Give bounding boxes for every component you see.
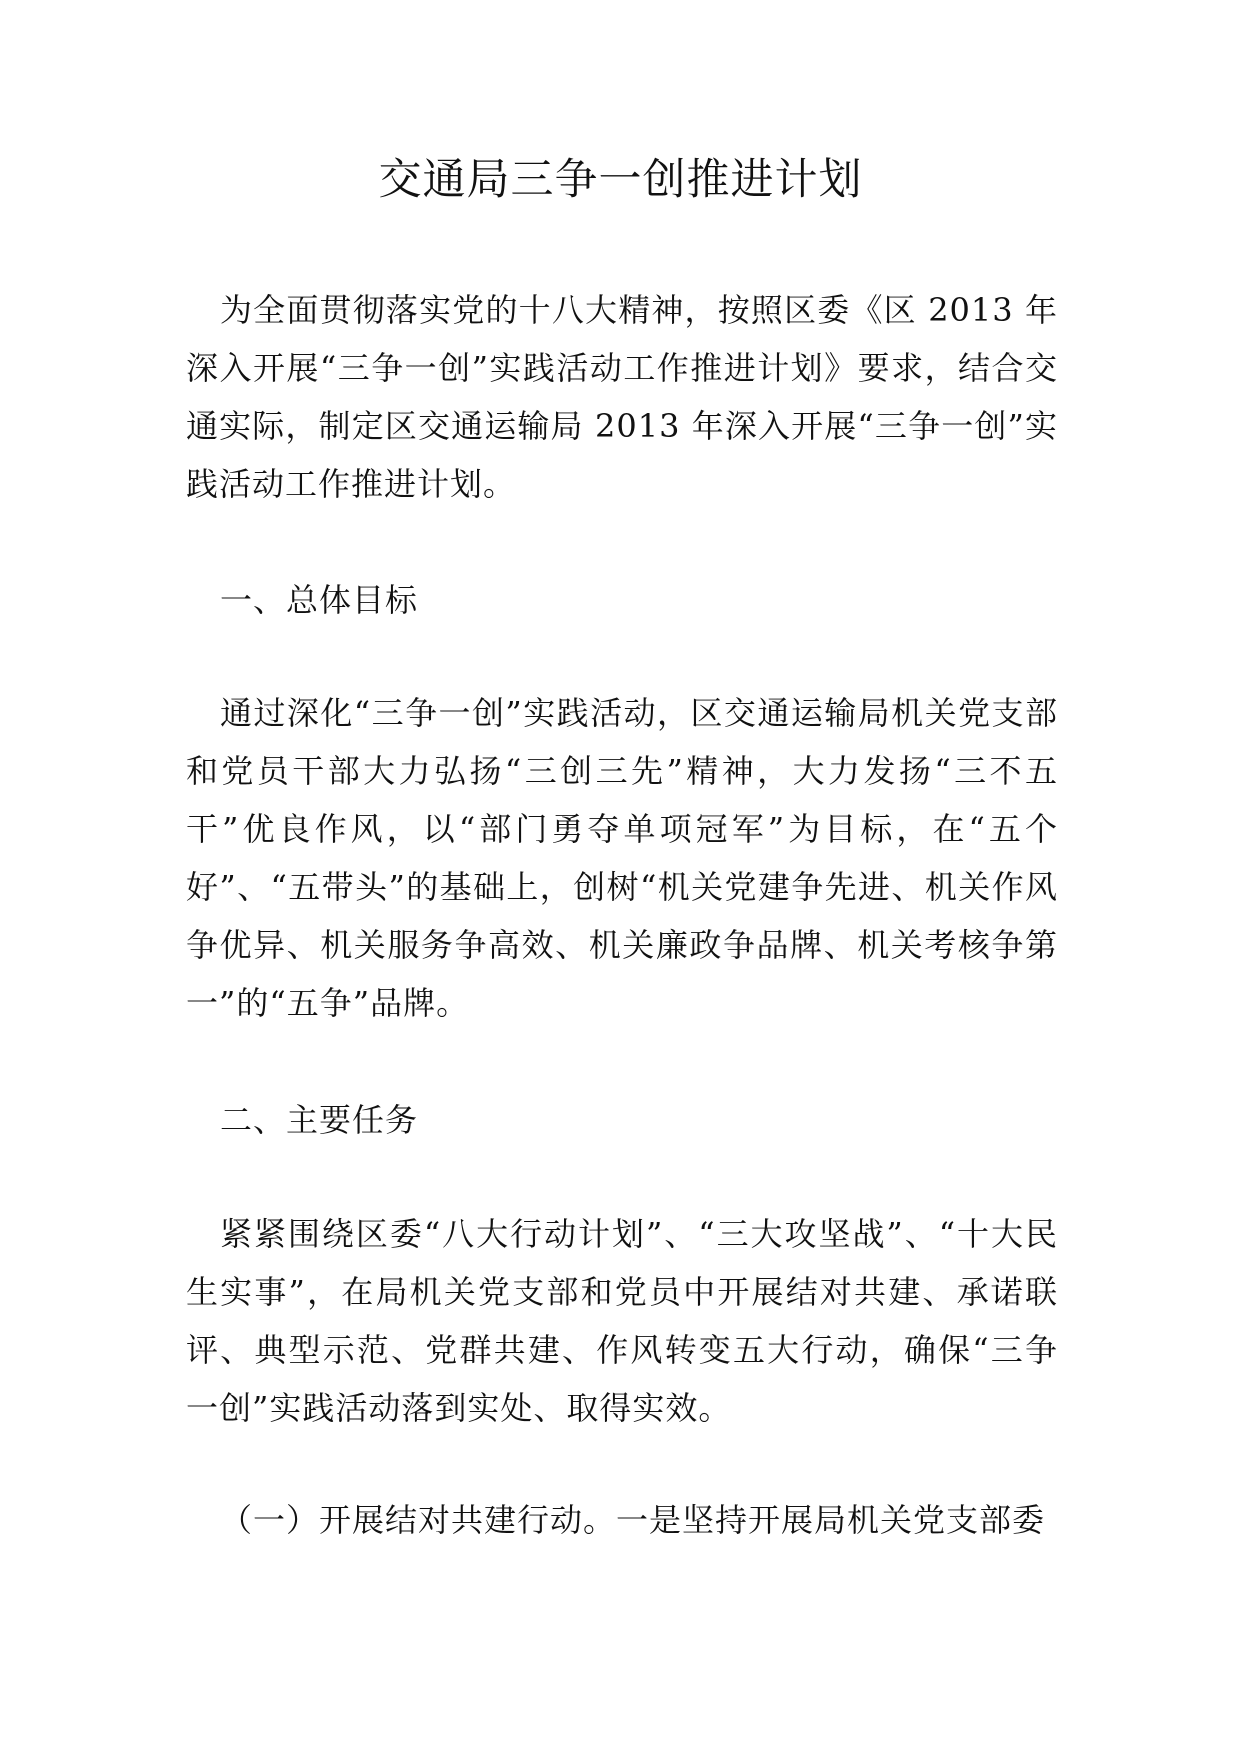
section-heading-main-tasks: 二、主要任务: [220, 1101, 419, 1139]
subsection-paragraph-1: （一）开展结对共建行动。一是坚持开展局机关党支部委: [220, 1501, 1046, 1539]
document-title: 交通局三争一创推进计划: [378, 155, 863, 205]
section-heading-overall-goal: 一、总体目标: [220, 581, 419, 619]
goal-paragraph: 通过深化“三争一创”实践活动，区交通运输局机关党支部和党员干部大力弘扬“三创三先”精神，大力发扬“三不五干”优良作风，以“部门勇夺单项冠军”为目标，在“五个好”、“五带头”的基础上，创树“机关党建争先进、机关作风争优异、机关服务争高效、机关廉政争品牌、机关考核争第一”的“五争”品牌。: [186, 694, 1058, 1022]
intro-paragraph: 为全面贯彻落实党的十八大精神，按照区委《区 2013 年深入开展“三争一创”实践活动工作推进计划》要求，结合交通实际，制定区交通运输局 2013 年深入开展“三争一创”实践活动工作推进计划。: [186, 291, 1058, 503]
task-paragraph: 紧紧围绕区委“八大行动计划”、“三大攻坚战”、“十大民生实事”，在局机关党支部和党员中开展结对共建、承诺联评、典型示范、党群共建、作风转变五大行动，确保“三争一创”实践活动落到实处、取得实效。: [186, 1215, 1058, 1427]
